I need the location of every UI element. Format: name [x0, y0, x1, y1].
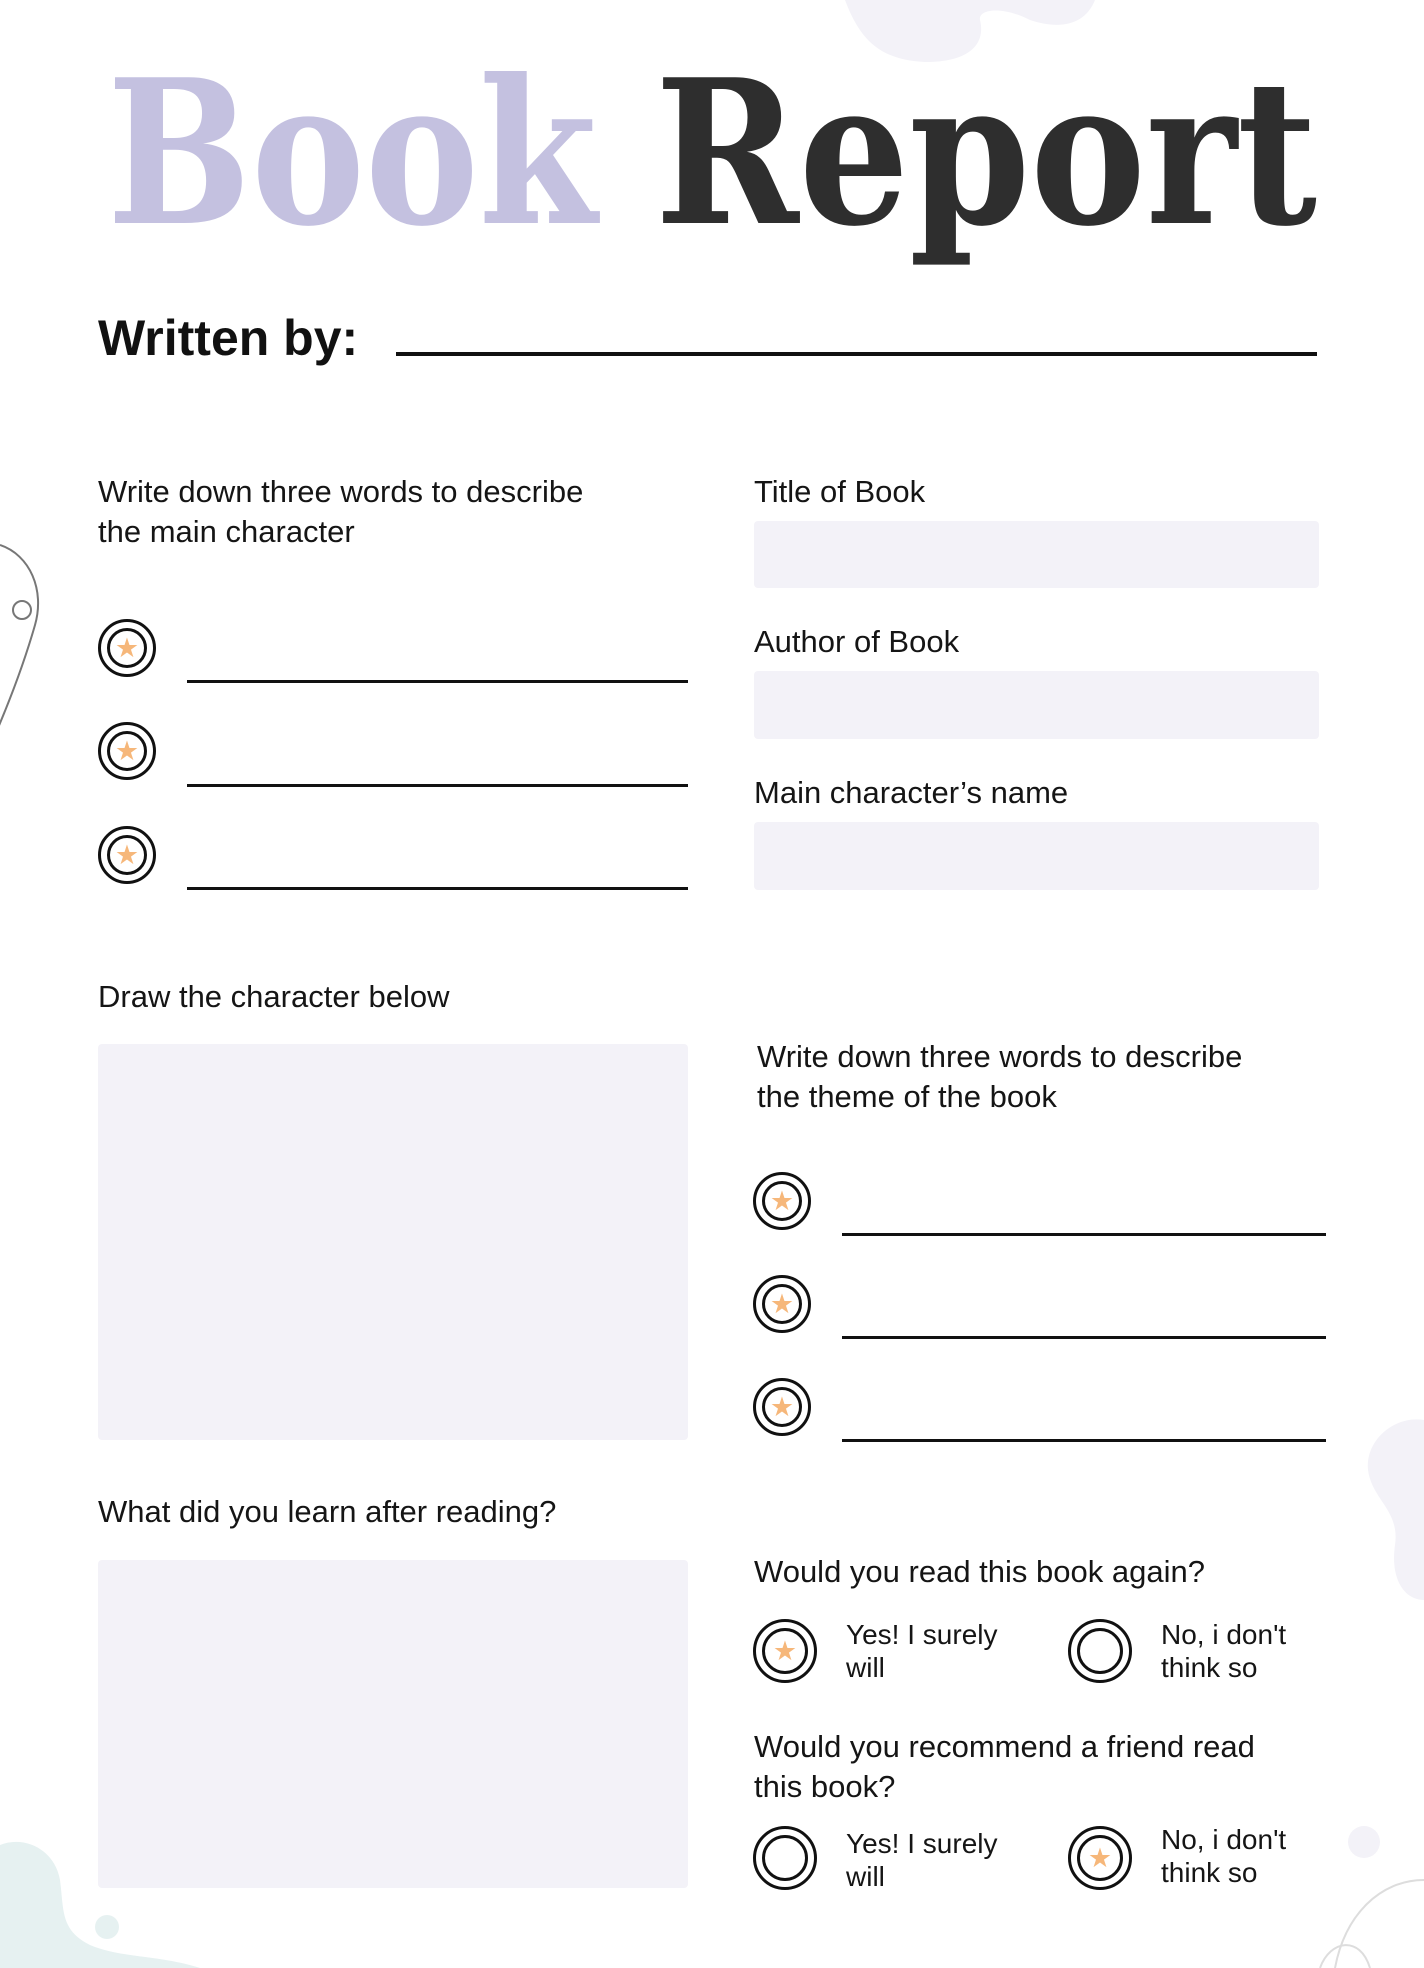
star-badge	[98, 826, 156, 884]
star-icon: ★	[769, 1391, 795, 1422]
read-again-yes-radio[interactable]	[753, 1619, 817, 1683]
star-icon: ★	[769, 1185, 795, 1216]
title-word-book: Book	[107, 36, 600, 271]
title-of-book-label: Title of Book	[754, 474, 926, 509]
star-icon: ★	[772, 1635, 798, 1666]
prompt-line: Write down three words to describe	[757, 1039, 1243, 1074]
recommend-yes-radio[interactable]	[753, 1826, 817, 1890]
learn-area[interactable]	[98, 1560, 688, 1888]
prompt-line: Write down three words to describe	[98, 474, 584, 509]
character-words-prompt	[98, 472, 583, 552]
recommend-no-radio[interactable]	[1068, 1826, 1132, 1890]
bottom-right-curl	[1335, 1880, 1424, 1968]
read-again-question: Would you read this book again?	[754, 1554, 1205, 1589]
written-by-input-line[interactable]	[396, 352, 1317, 356]
theme-words-prompt	[757, 1037, 1242, 1117]
left-curl	[0, 545, 38, 735]
right-blob	[1368, 1419, 1424, 1600]
star-icon: ★	[114, 735, 140, 766]
bottom-right-loop	[1320, 1945, 1370, 1968]
read-again-yes-label: Yes! I surely will	[846, 1619, 998, 1683]
main-character-name-field[interactable]	[754, 822, 1319, 890]
recommend-yes-label: Yes! I surely will	[846, 1828, 998, 1892]
bottom-left-dot	[95, 1915, 119, 1939]
bottom-right-dot	[1348, 1826, 1380, 1858]
word-input-line[interactable]	[842, 1336, 1326, 1339]
draw-character-label: Draw the character below	[98, 979, 450, 1014]
author-of-book-label: Author of Book	[754, 624, 960, 659]
page-title	[0, 0, 1424, 280]
word-input-line[interactable]	[187, 784, 688, 787]
star-badge	[753, 1378, 811, 1436]
title-word-report: Report	[655, 36, 1317, 271]
main-character-name-label: Main character’s name	[754, 775, 1069, 810]
recommend-question: Would you recommend a friend read this book?	[754, 1729, 1255, 1804]
star-icon: ★	[114, 839, 140, 870]
left-curl-loop	[13, 601, 31, 619]
read-again-no-radio[interactable]	[1068, 1619, 1132, 1683]
star-badge	[753, 1275, 811, 1333]
read-again-no-label: No, i don't think so	[1161, 1619, 1287, 1683]
title-of-book-field[interactable]	[754, 521, 1319, 588]
star-badge	[98, 722, 156, 780]
star-icon: ★	[114, 632, 140, 663]
prompt-line: the main character	[98, 514, 355, 549]
star-badge	[753, 1172, 811, 1230]
word-input-line[interactable]	[187, 887, 688, 890]
written-by-label: Written by:	[98, 310, 359, 366]
word-input-line[interactable]	[842, 1233, 1326, 1236]
star-badge	[98, 619, 156, 677]
recommend-no-label: No, i don't think so	[1161, 1824, 1287, 1888]
word-input-line[interactable]	[842, 1439, 1326, 1442]
learn-label: What did you learn after reading?	[98, 1494, 557, 1529]
author-of-book-field[interactable]	[754, 671, 1319, 739]
star-icon: ★	[1087, 1842, 1113, 1873]
prompt-line: the theme of the book	[757, 1079, 1057, 1114]
draw-character-area[interactable]	[98, 1044, 688, 1440]
star-icon: ★	[769, 1288, 795, 1319]
word-input-line[interactable]	[187, 680, 688, 683]
